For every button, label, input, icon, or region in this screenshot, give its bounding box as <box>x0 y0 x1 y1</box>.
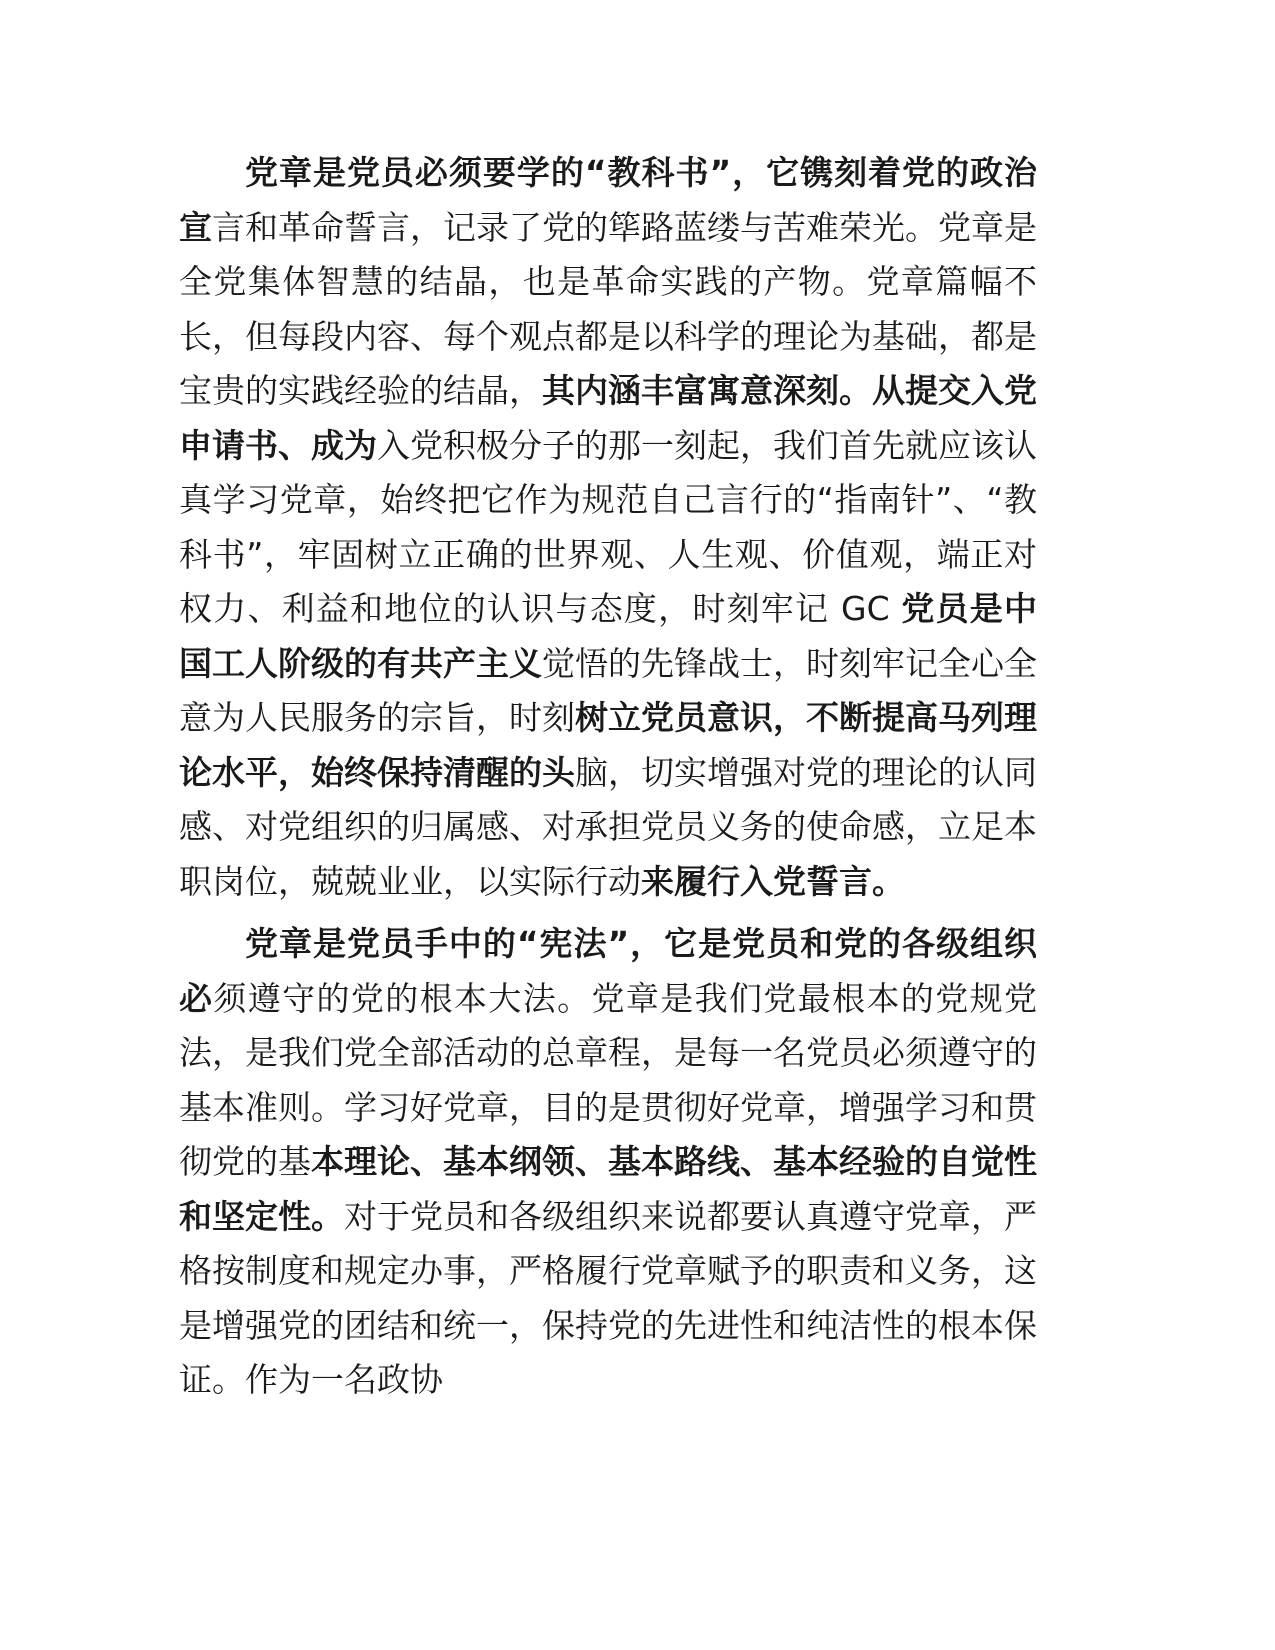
text-run: 党章是党员手中的“宪法”，它是党员和党的各级组织必 <box>179 924 1037 1018</box>
text-run: 来履行入党誓言。 <box>641 861 905 901</box>
text-run: 党员是中国工人阶级的有共产主义 <box>179 589 1038 683</box>
paragraph <box>179 146 1037 909</box>
text-run: 党章是党员必须要学的“教科书”，它镌刻着党的政治宣 <box>179 153 1037 247</box>
text-run: 树立党员意识，不断提高马列理论水平，始终保持清醒的头 <box>179 698 1037 792</box>
text-run: 本理论、基本纲领、基本路线、基本经验的自觉性和坚定性。 <box>179 1142 1037 1236</box>
text-run: 言和革命誓言，记录了党的筚路蓝缕与苦难荣光。党章是全党集体智慧的结晶，也是革命实践的产物。党章篇幅不长，但每段内容、每个观点都是以科学的理论为基础，都是宝贵的实践经验的结晶， <box>179 207 1037 410</box>
text-run: 脑，切实增强对党的理论的认同感、对党组织的归属感、对承担党员义务的使命感，立足本职岗位，兢兢业业，以实际行动 <box>179 752 1037 901</box>
text-run: 入党积极分子的那一刻起，我们首先就应该认真学习党章，始终把它作为规范自己言行的“指南针”、“教科书”，牢固树立正确的世界观、人生观、价值观，端正对权力、利益和地位的认识与态度，时刻牢记 GC <box>179 425 1037 628</box>
paragraph <box>179 917 1037 1408</box>
text-run: 对于党员和各级组织来说都要认真遵守党章，严格按制度和规定办事，严格履行党章赋予的职责和义务，这是增强党的团结和统一，保持党的先进性和纯洁性的根本保证。作为一名政协 <box>179 1196 1037 1399</box>
text-run: 其内涵丰富寓意深刻。从提交入党申请书、成为 <box>179 371 1037 465</box>
document-page <box>179 146 1037 1408</box>
text-run: 须遵守的党的根本大法。党章是我们党最根本的党规党法，是我们党全部活动的总章程，是每一名党员必须遵守的基本准则。学习好党章，目的是贯彻好党章，增强学习和贯彻党的基 <box>179 978 1037 1181</box>
text-run: 觉悟的先锋战士，时刻牢记全心全意为人民服务的宗旨，时刻 <box>179 643 1037 737</box>
